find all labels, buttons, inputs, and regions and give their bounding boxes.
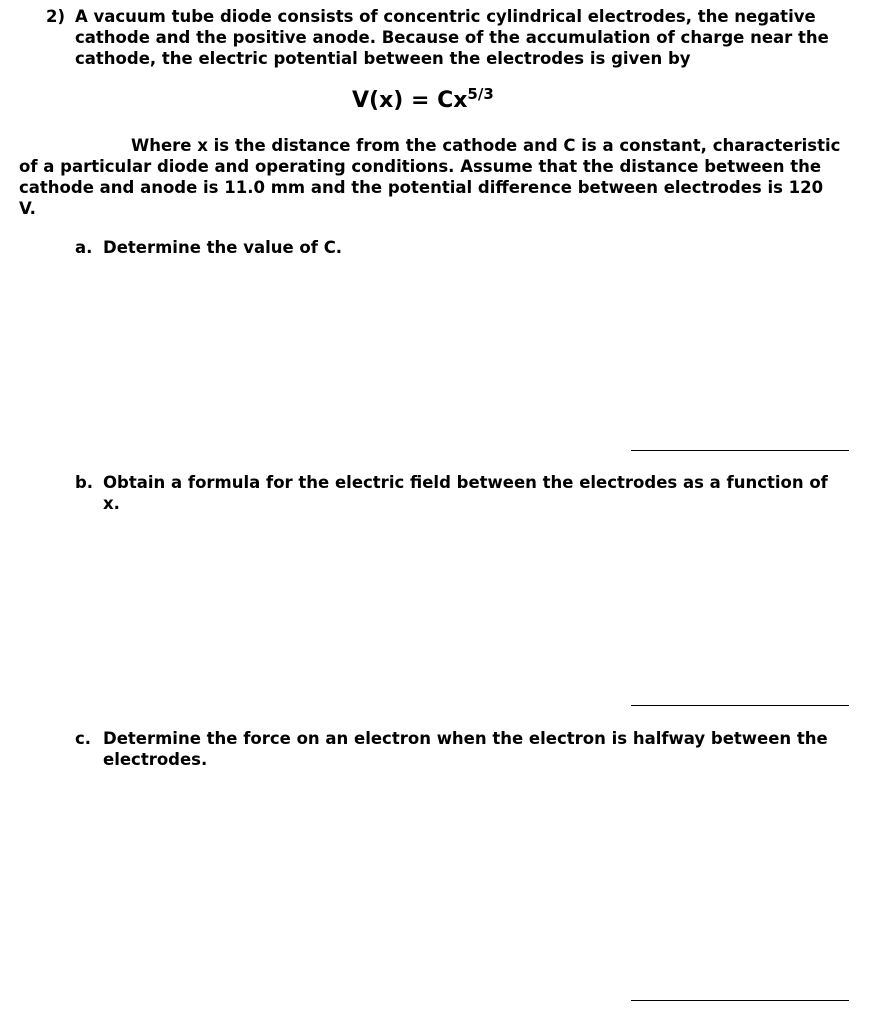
description-line-2: of a particular diode and operating conditions. Assume that the distance between the — [19, 157, 822, 176]
part-c-text-line-1: Determine the force on an electron when the electron is halfway between the — [103, 729, 828, 748]
description-line-1: Where x is the distance from the cathode and C is a constant, characteristic — [131, 136, 841, 155]
part-a-text: Determine the value of C. — [103, 238, 343, 257]
description-line-4: V. — [19, 199, 36, 218]
intro-line-3: cathode, the electric potential between the electrodes is given by — [75, 49, 691, 68]
part-b-answer-line[interactable] — [631, 705, 849, 706]
part-c-letter: c. — [75, 729, 92, 748]
part-c-answer-line[interactable] — [631, 1000, 849, 1001]
potential-equation — [352, 85, 494, 113]
part-c-text-line-2: electrodes. — [103, 750, 208, 769]
equation-exponent: 5/3 — [467, 85, 494, 103]
part-b-text-line-2: x. — [103, 494, 120, 513]
part-a-letter: a. — [75, 238, 93, 257]
intro-line-2: cathode and the positive anode. Because of the accumulation of charge near the — [75, 28, 829, 47]
problem-number: 2) — [46, 7, 66, 26]
part-b-text-line-1: Obtain a formula for the electric field between the electrodes as a function of — [103, 473, 828, 492]
description-line-3: cathode and anode is 11.0 mm and the potential difference between electrodes is 120 — [19, 178, 824, 197]
intro-line-1: A vacuum tube diode consists of concentric cylindrical electrodes, the negative — [75, 7, 816, 26]
equation-base: V(x) = Cx — [352, 88, 468, 113]
part-b-letter: b. — [75, 473, 94, 492]
part-a-answer-line[interactable] — [631, 450, 849, 451]
